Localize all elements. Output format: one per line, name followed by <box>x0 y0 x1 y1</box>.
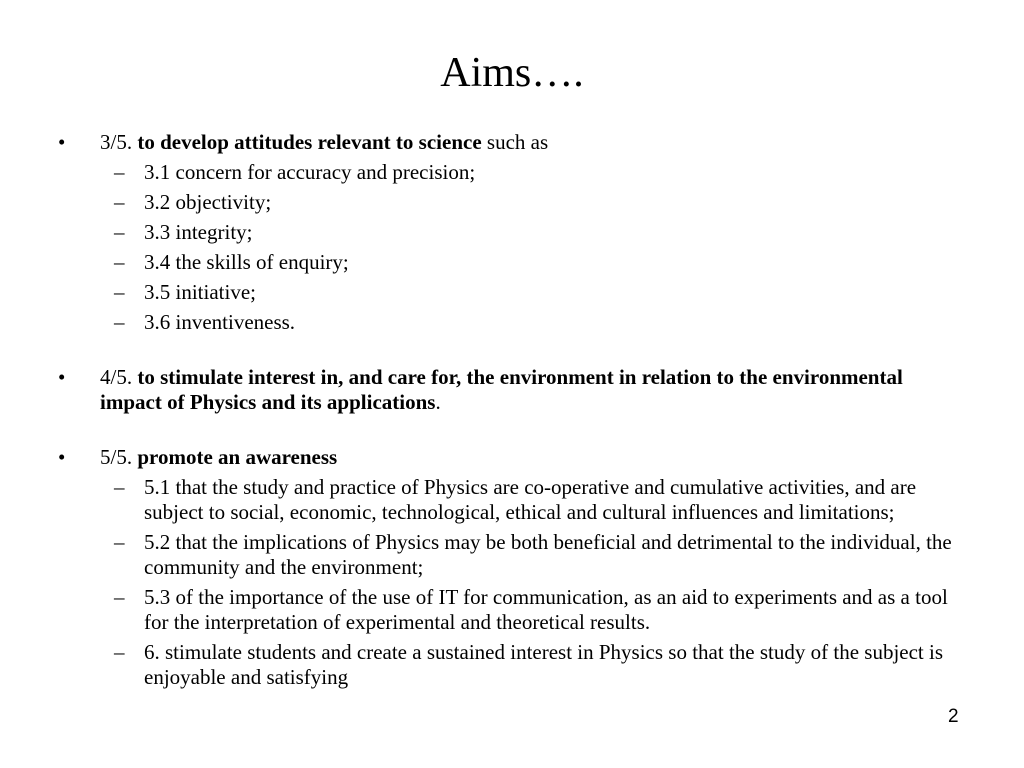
sub-item <box>58 585 968 635</box>
aim-number: 5/5. <box>100 445 138 469</box>
aim-heading: promote an awareness <box>137 445 338 469</box>
dash-icon: – <box>114 640 125 664</box>
page-number: 2 <box>948 706 959 727</box>
sub-item <box>58 310 968 335</box>
dash-icon: – <box>114 585 125 609</box>
sub-item-text: 6. stimulate students and create a sustained interest in Physics so that the study of the subject is enjoyable and satisfying <box>144 640 944 689</box>
slide-body <box>58 130 968 690</box>
sub-item <box>58 280 968 305</box>
slide-title: Aims…. <box>440 50 584 96</box>
dash-icon: – <box>114 530 125 554</box>
sub-item <box>58 220 968 245</box>
aim-4-bullet <box>58 365 968 415</box>
sub-item <box>58 190 968 215</box>
dash-icon: – <box>114 220 125 244</box>
sub-item-text: 5.1 that the study and practice of Physics are co-operative and cumulative activities, and are subject to social, economic, technological, ethical and cultural influences and limitations; <box>144 475 917 524</box>
spacer <box>58 415 968 445</box>
aim-suffix: . <box>435 390 441 414</box>
bullet-icon: • <box>58 365 66 389</box>
spacer <box>58 335 968 365</box>
sub-item-text: 3.6 inventiveness. <box>144 310 296 334</box>
bullet-icon: • <box>58 445 66 469</box>
sub-item-text: 3.5 initiative; <box>144 280 256 304</box>
dash-icon: – <box>114 280 125 304</box>
sub-item-text: 5.2 that the implications of Physics may be both beneficial and detrimental to the individual, the community and the environment; <box>144 530 952 579</box>
dash-icon: – <box>114 250 125 274</box>
aim-3-bullet <box>58 130 968 155</box>
sub-item-text: 3.2 objectivity; <box>144 190 272 214</box>
sub-item-text: 3.1 concern for accuracy and precision; <box>144 160 476 184</box>
aim-suffix: such as <box>481 130 549 154</box>
bullet-icon: • <box>58 130 66 154</box>
sub-item-text: 3.3 integrity; <box>144 220 253 244</box>
sub-item <box>58 160 968 185</box>
aim-number: 3/5. <box>100 130 138 154</box>
sub-item <box>58 475 968 525</box>
sub-item <box>58 640 968 690</box>
dash-icon: – <box>114 475 125 499</box>
sub-item <box>58 250 968 275</box>
dash-icon: – <box>114 160 125 184</box>
dash-icon: – <box>114 310 125 334</box>
dash-icon: – <box>114 190 125 214</box>
aim-heading: to develop attitudes relevant to science <box>137 130 482 154</box>
sub-item-text: 5.3 of the importance of the use of IT for communication, as an aid to experiments and as a tool for the interpretation of experimental and theoretical results. <box>144 585 948 634</box>
aim-heading: to stimulate interest in, and care for, the environment in relation to the environmental impact of Physics and its applications <box>100 365 903 414</box>
sub-item-text: 3.4 the skills of enquiry; <box>144 250 349 274</box>
aim-5-bullet <box>58 445 968 470</box>
sub-item <box>58 530 968 580</box>
aim-number: 4/5. <box>100 365 138 389</box>
